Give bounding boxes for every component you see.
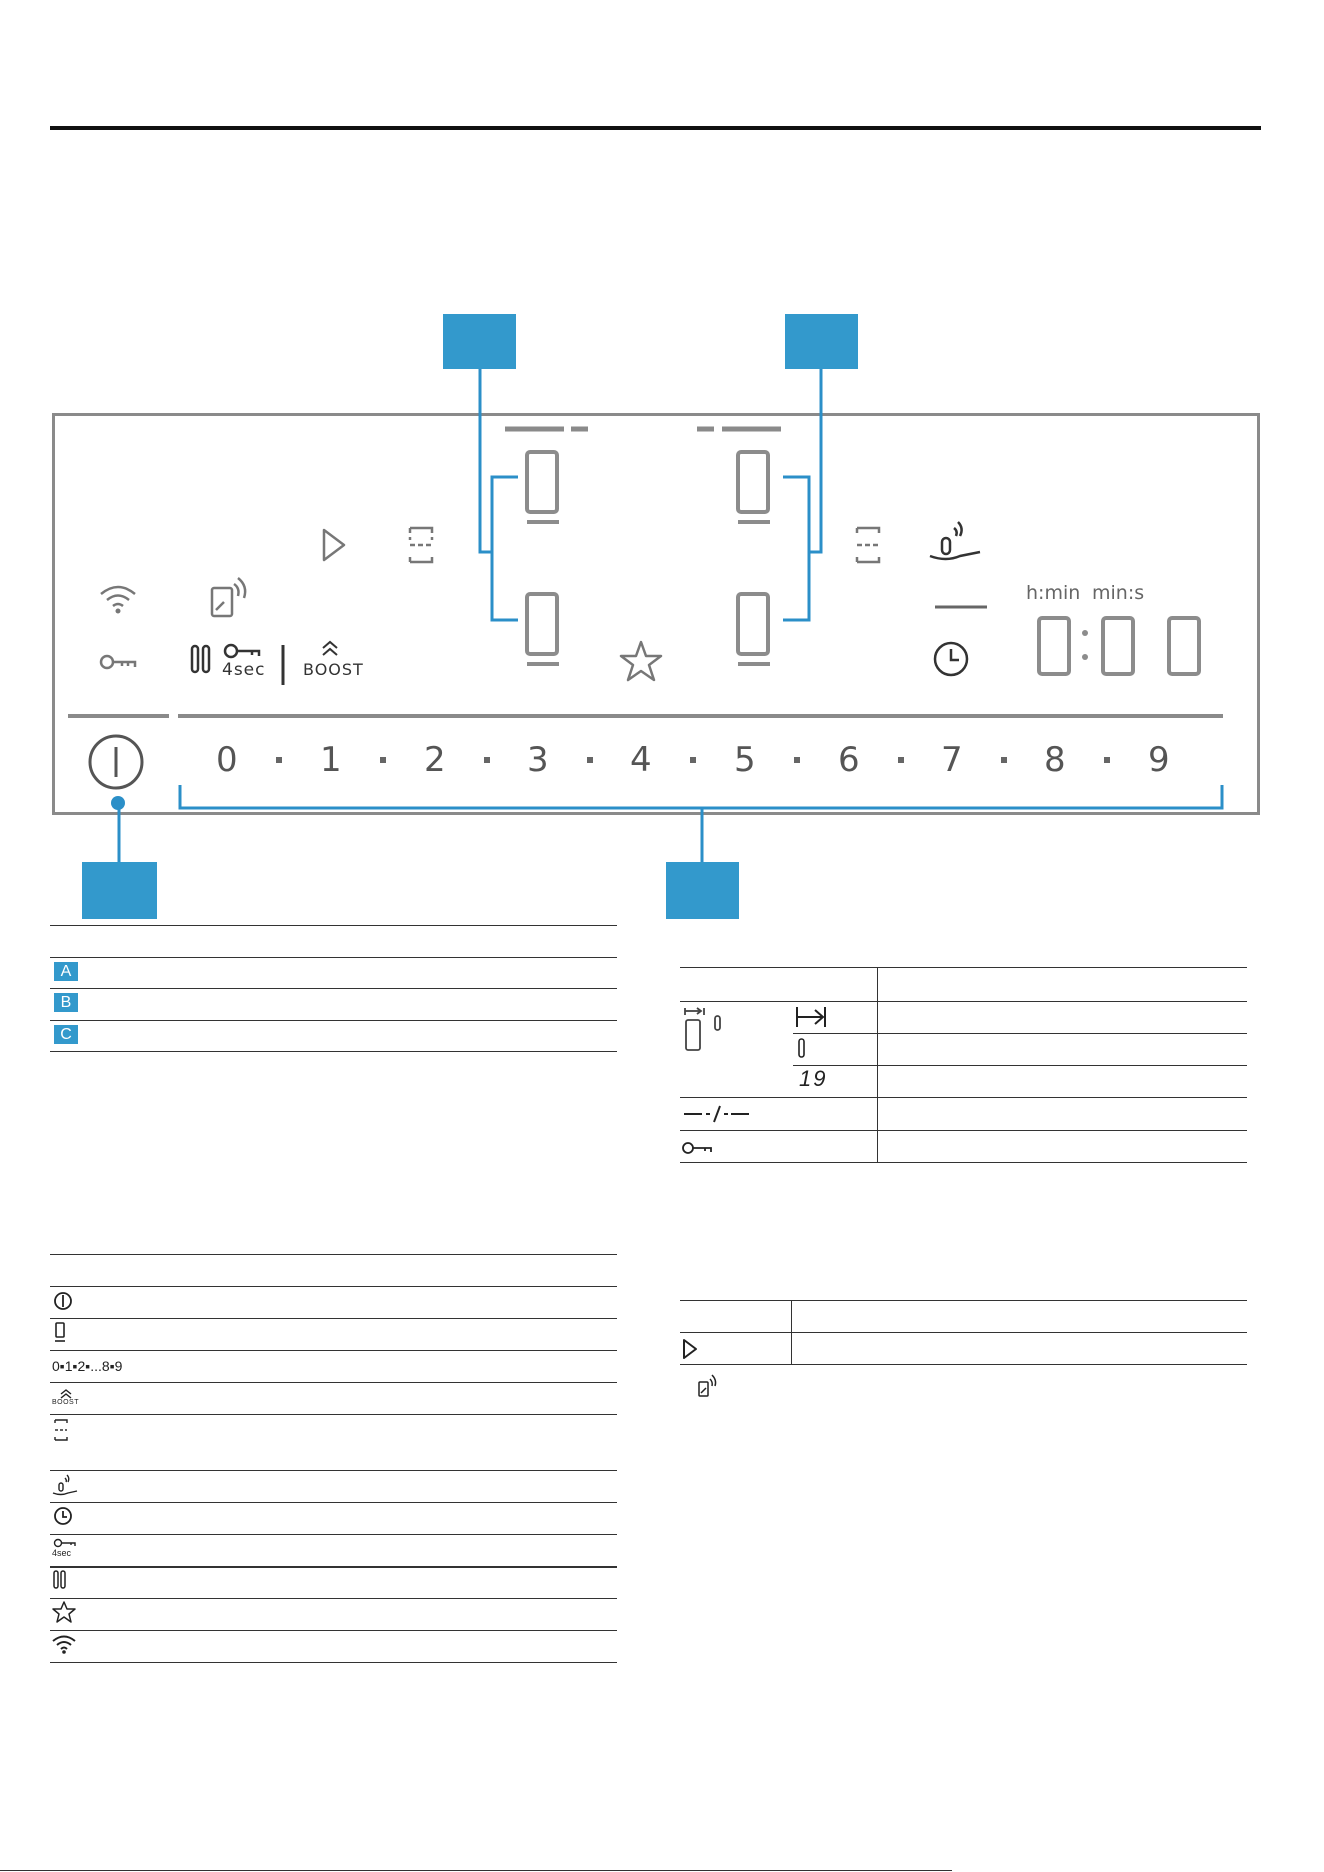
power-level-1[interactable]: 1 xyxy=(320,740,342,780)
symbol-table-rule xyxy=(50,1254,617,1255)
zone-digit-right-bottom xyxy=(734,592,774,672)
zone-digit-left-bottom xyxy=(523,592,563,672)
time-colon xyxy=(1080,625,1090,665)
table-clock-icon xyxy=(53,1506,75,1528)
power-level-5[interactable]: 5 xyxy=(734,740,756,780)
table-play-icon xyxy=(682,1338,698,1360)
right-table2-rule xyxy=(680,1364,1247,1365)
table-power-icon xyxy=(53,1291,75,1313)
footer-rule xyxy=(0,1870,952,1871)
symbol-table-rule xyxy=(50,1502,617,1503)
table-pause-icon xyxy=(53,1570,67,1590)
right-table1-rule xyxy=(680,1130,1247,1131)
favourite-star-icon[interactable] xyxy=(619,640,663,682)
table-flex-zone-icon xyxy=(54,1419,68,1441)
power-button[interactable] xyxy=(87,733,149,795)
power-level-8[interactable]: 8 xyxy=(1044,740,1066,780)
table-wipe-lock-icon xyxy=(53,1538,77,1548)
scale-separator-dot xyxy=(1104,757,1110,763)
power-level-4[interactable]: 4 xyxy=(630,740,652,780)
right-table2-rule xyxy=(680,1332,1247,1333)
legend-rule xyxy=(50,1051,617,1052)
table-boost-label: BOOST xyxy=(52,1399,80,1406)
scale-separator-dot xyxy=(587,757,593,763)
scale-separator-dot xyxy=(484,757,490,763)
right-table1-col-divider xyxy=(877,967,878,1162)
legend-key-c: C xyxy=(54,1025,78,1044)
power-level-9[interactable]: 9 xyxy=(1148,740,1170,780)
scale-separator-dot xyxy=(690,757,696,763)
table-dash-slash-icon xyxy=(682,1104,750,1124)
right-table1-rule xyxy=(680,1001,1247,1002)
legend-rule xyxy=(50,957,617,958)
play-icon[interactable] xyxy=(322,528,346,562)
symbol-table-rule xyxy=(50,1286,617,1287)
boost-button[interactable]: BOOST xyxy=(303,660,364,679)
scale-separator-dot xyxy=(794,757,800,763)
power-level-6[interactable]: 6 xyxy=(838,740,860,780)
wifi-icon[interactable] xyxy=(99,584,137,614)
key-icon[interactable] xyxy=(99,652,139,672)
pause-icon[interactable] xyxy=(190,644,212,674)
scale-separator-dot xyxy=(276,757,282,763)
power-level-3[interactable]: 3 xyxy=(527,740,549,780)
table-frying-sensor-icon xyxy=(52,1474,78,1496)
time-digit-1 xyxy=(1036,615,1076,675)
table-skip-icon xyxy=(795,1005,827,1029)
table-digit-icon xyxy=(54,1322,68,1344)
flex-zone-left-icon xyxy=(408,526,434,564)
right-table1-rule xyxy=(680,1097,1247,1098)
right-table2-rule xyxy=(680,1300,1247,1301)
time-label-hmin: h:min xyxy=(1026,582,1081,604)
table-thermometer-icon xyxy=(797,1038,807,1060)
scale-separator-dot xyxy=(1001,757,1007,763)
scale-separator-dot xyxy=(898,757,904,763)
symbol-table-rule xyxy=(50,1470,617,1471)
symbol-table-rule xyxy=(50,1566,617,1568)
table-wifi-icon xyxy=(52,1635,76,1655)
zone-digit-right-top xyxy=(734,450,774,530)
legend-rule xyxy=(50,1020,617,1021)
symbol-table-rule xyxy=(50,1350,617,1351)
wipe-lock-icon[interactable] xyxy=(223,642,263,660)
legend-key-b: B xyxy=(54,993,78,1012)
clock-icon[interactable] xyxy=(932,640,970,678)
time-label-mins: min:s xyxy=(1092,582,1145,604)
table-star-icon xyxy=(52,1601,76,1623)
time-digit-2 xyxy=(1100,615,1140,675)
symbol-table-rule xyxy=(50,1534,617,1535)
symbol-table-rule xyxy=(50,1318,617,1319)
remote-start-icon[interactable] xyxy=(208,576,252,620)
table-wipe-lock-label: 4sec xyxy=(52,1548,72,1558)
right-table1-rule xyxy=(680,967,1247,968)
wipe-lock-label: 4sec xyxy=(222,660,266,680)
table-boost-chevron-icon xyxy=(60,1389,72,1399)
power-level-2[interactable]: 2 xyxy=(424,740,446,780)
time-digit-3 xyxy=(1166,615,1206,675)
table-remote-start-icon xyxy=(697,1374,719,1398)
symbol-table-rule xyxy=(50,1382,617,1383)
flex-zone-right-icon xyxy=(855,526,881,564)
legend-top-rule xyxy=(50,925,617,926)
power-level-0[interactable]: 0 xyxy=(216,740,238,780)
power-level-7[interactable]: 7 xyxy=(941,740,963,780)
table-zone-temp-icon xyxy=(683,1006,727,1058)
table-temp-value: 19 xyxy=(799,1066,828,1091)
symbol-table-rule xyxy=(50,1630,617,1631)
scale-separator-dot xyxy=(380,757,386,763)
right-table1-rule xyxy=(793,1033,1247,1034)
right-table2-col-divider xyxy=(791,1300,792,1364)
table-scale-row: 0▪1▪2▪...8▪9 xyxy=(52,1358,123,1374)
boost-chevron-icon xyxy=(321,640,339,658)
right-table1-rule xyxy=(793,1065,1247,1066)
table-key-icon xyxy=(682,1140,714,1156)
legend-key-a: A xyxy=(54,962,78,981)
frying-sensor-icon[interactable] xyxy=(928,518,982,562)
legend-rule xyxy=(50,988,617,989)
zone-digit-left-top xyxy=(523,450,563,530)
symbol-table-rule xyxy=(50,1662,617,1663)
symbol-table-rule xyxy=(50,1414,617,1415)
symbol-table-rule xyxy=(50,1598,617,1599)
right-table1-rule xyxy=(680,1162,1247,1163)
